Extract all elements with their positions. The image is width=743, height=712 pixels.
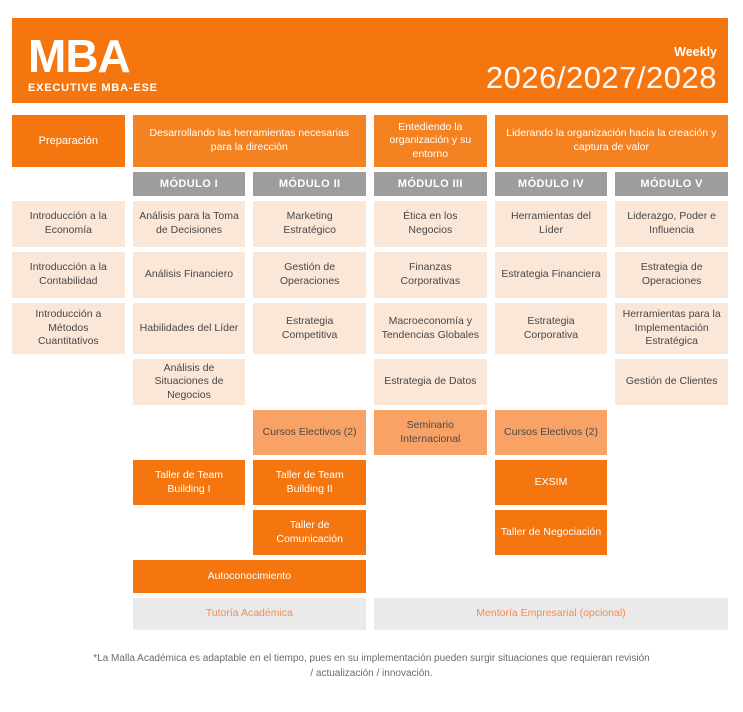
bar-tutoria-academica: Tutoría Académica (133, 598, 366, 630)
course-herramientas-implementacion: Herramientas para la Implementación Estratégica (615, 303, 728, 354)
course-habilidades-lider: Habilidades del Líder (133, 303, 246, 354)
course-estrategia-financiera: Estrategia Financiera (495, 252, 608, 298)
course-intro-economia: Introducción a la Economía (12, 201, 125, 247)
phase-header-preparacion: Preparación (12, 115, 125, 167)
workshop-exsim: EXSIM (495, 460, 608, 505)
course-analisis-toma-decisiones: Análisis para la Toma de Decisiones (133, 201, 246, 247)
program-logo (28, 30, 158, 94)
course-gestion-clientes: Gestión de Clientes (615, 359, 728, 405)
course-macroeconomia-tendencias: Macroeconomía y Tendencias Globales (374, 303, 487, 354)
header-right (486, 45, 717, 96)
course-liderazgo-poder: Liderazgo, Poder e Influencia (615, 201, 728, 247)
mba-curriculum-poster (0, 18, 743, 712)
program-years: 2026/2027/2028 (485, 60, 717, 95)
header-band (12, 18, 728, 103)
workshop-autoconocimiento: Autoconocimiento (133, 560, 366, 593)
course-gestion-operaciones: Gestión de Operaciones (253, 252, 366, 298)
logo-title: MBA (28, 30, 130, 82)
course-seminario-internacional: Seminario Internacional (374, 410, 487, 455)
course-estrategia-datos: Estrategia de Datos (374, 359, 487, 405)
bar-mentoria-empresarial: Mentoría Empresarial (opcional) (374, 598, 728, 630)
course-herramientas-lider: Herramientas del Líder (495, 201, 608, 247)
course-finanzas-corporativas: Finanzas Corporativas (374, 252, 487, 298)
module-header-3: MÓDULO III (374, 172, 487, 196)
workshop-comunicacion: Taller de Comunicación (253, 510, 366, 555)
curriculum-grid (12, 115, 728, 630)
course-cursos-electivos-m4: Cursos Electivos (2) (495, 410, 608, 455)
phase-header-liderando: Liderando la organización hacia la creación y captura de valor (495, 115, 728, 167)
logo-subtitle: EXECUTIVE MBA-ESE (28, 81, 158, 94)
workshop-team-building-1: Taller de Team Building I (133, 460, 246, 505)
module-header-2: MÓDULO II (253, 172, 366, 196)
phase-header-desarrollando: Desarrollando las herramientas necesarias para la dirección (133, 115, 366, 167)
workshop-negociacion: Taller de Negociación (495, 510, 608, 555)
course-estrategia-corporativa: Estrategia Corporativa (495, 303, 608, 354)
footnote: *La Malla Académica es adaptable en el tiempo, pues en su implementación pueden surgir situaciones que requieran revisión / actualización / innovación. (93, 653, 650, 679)
weekly-badge: Weekly (674, 45, 717, 59)
course-analisis-situaciones: Análisis de Situaciones de Negocios (133, 359, 246, 405)
module-header-1: MÓDULO I (133, 172, 246, 196)
workshop-team-building-2: Taller de Team Building II (253, 460, 366, 505)
module-header-5: MÓDULO V (615, 172, 728, 196)
course-analisis-financiero: Análisis Financiero (133, 252, 246, 298)
course-estrategia-operaciones: Estrategia de Operaciones (615, 252, 728, 298)
course-intro-metodos-cuantitativos: Introducción a Métodos Cuantitativos (12, 303, 125, 354)
course-cursos-electivos-m2: Cursos Electivos (2) (253, 410, 366, 455)
phase-header-entediendo: Entediendo la organización y su entorno (374, 115, 487, 167)
course-estrategia-competitiva: Estrategia Competitiva (253, 303, 366, 354)
course-etica-negocios: Ética en los Negocios (374, 201, 487, 247)
course-intro-contabilidad: Introducción a la Contabilidad (12, 252, 125, 298)
course-marketing-estrategico: Marketing Estratégico (253, 201, 366, 247)
module-header-4: MÓDULO IV (495, 172, 608, 196)
